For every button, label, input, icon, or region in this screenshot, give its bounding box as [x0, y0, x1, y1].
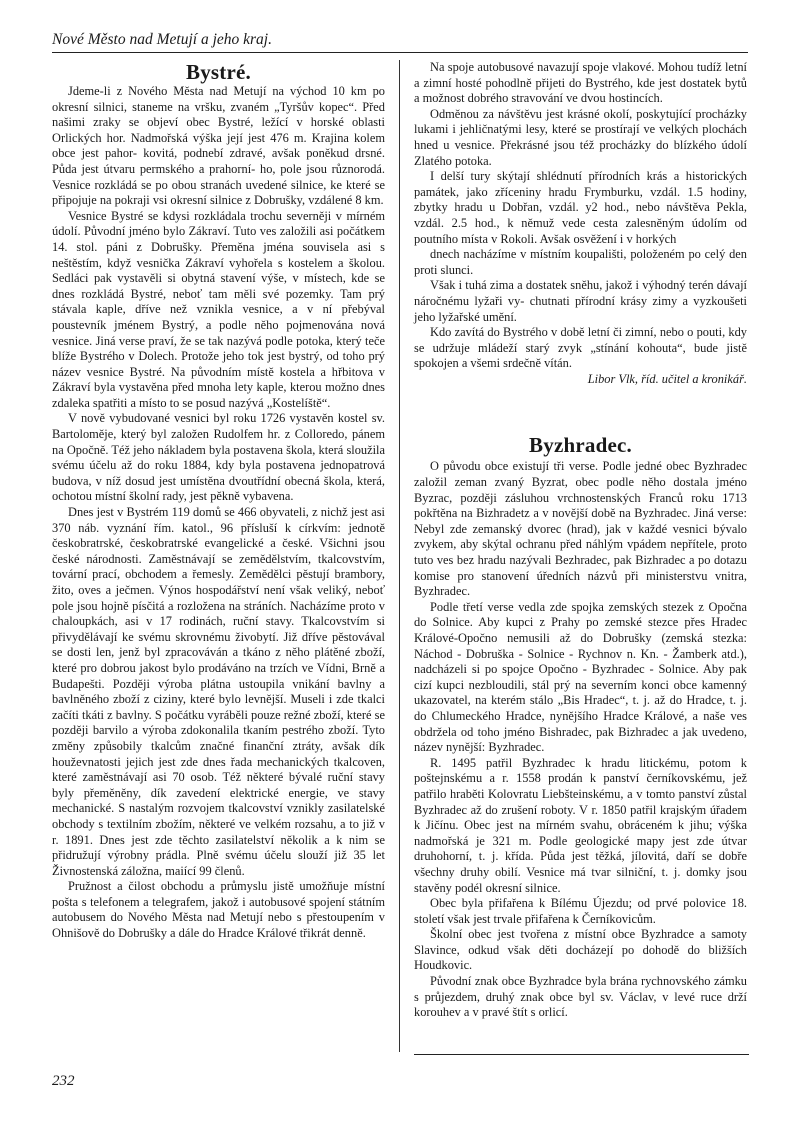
bystre-paragraph-1: Jdeme-li z Nového Města nad Metují na východ 10 km po okresní silnici, staneme na vršku, zvaném „Tyršův kopec“. Před našimi zraky se objeví obec Bystré, ležící v horské oblasti Orlických hor. Nadmořská výška její jest 476 m. Krajina kolem obce jest pahor- kovitá, podnebí zdravé, avšak poněkud drsné. Půda jest útvaru permského a prahorní- ho, pole jsou různorodá. Vesnice rozkládá se po obou stranách uvedené silnice, ke které se připojuje na pokraji vsi okresní silnice z Dobrušky, vzdálené 8 km.: [52, 84, 385, 208]
section-title-bystre: Bystré.: [186, 60, 251, 84]
bystre-paragraph-6: Na spoje autobusové navazují spoje vlakové. Mohou tudíž letní a zimní hosté pohodlně přijeti do Bystrého, kde jest dostatek bytů a možnost dobrého stravování ve dvou hostincích.: [414, 60, 747, 106]
bystre-paragraph-2: Vesnice Bystré se kdysi rozkládala trochu severněji v mírném údolí. Původní jméno bylo Zákraví. Tuto ves založili asi počátkem 14. stol. páni z Dobrušky. Přeměna jména souvisela asi s neštěstím, když vesnička Zákraví vyhořela s kostelem a školou. Sedláci pak vystavěli si obytná stavení výše, v místech, kde se dnes rozkládá Bystré, neboť tam měli své pozemky. Tam prý stávala kaple, dříve než vznikla vesnice, a v ní přebýval poustevník jménem Bystrý, a podle něho pojmenována nová vesnice. Jiná verse praví, že se tak nazývá podle potoka, který teče blíže Bystrého v Dolech. Protože jeho tok jest bystrý, od toho prý název vesnice Bystré. Na původním místě kostela a hřbitova v Zákraví byla vystavěna před mnoha lety kaple, kterou možno dnes zdaleka spatřiti a místo to se posud nazývá „Kostelíště“.: [52, 208, 385, 410]
bystre-paragraph-8: I delší tury skýtají shlédnutí přírodních krás a historických památek, jako zříceniny hradu Frymburku, vzdál. 1.5 hodiny, zbytky hradu u Dobřan, vzdál. y2 hod., nebo návštěva Pekla, vzdál. 2.5 hod., k němuž vede cesta zalesněným údolím od poutního místa v Rokoli. Avšak osvěžení i v horkých: [414, 169, 747, 246]
byzhradec-paragraph-5: Školní obec jest tvořena z místní obce Byzhradce a samoty Slavince, odkud však děti docházejí po dohodě do bližších Houdkovic.: [414, 927, 747, 973]
byzhradec-paragraph-2: Podle třetí verse vedla zde spojka zemských stezek z Opočna do Solnice. Aby kupci z Prahy po zemské stezce přes Hradec Králové-Opočno nemusili až do Dobrušky (zemská stezka: Náchod - Dobruška - Solnice - Rychnov n. Kn. - Žamberk atd.), nadcházeli si po spojce Opočno - Byzhradec - Solnice. Aby pak cizí kupci nezbloudili, stál prý na severním konci obce kamenný ukazovatel, na kterém stálo „Bis Hradec“, t. j. až do Hradce, t. j. do Chlumeckého Hradce, nynějšího Hradce Králové, a naše ves obdržela od toho jméno Bishradec, pak Bizhradec a jak uvedeno, název nynější: Byzhradec.: [414, 599, 747, 755]
bystre-paragraph-3: V nově vybudované vesnici byl roku 1726 vystavěn kostel sv. Bartoloměje, který byl založen Rudolfem hr. z Colloredo, pánem na Opočně. Též jeho nákladem byla postavena škola, která sloužila svému účelu až do roku 1884, kdy byla postavena jednopatrová budova, v níž dosud jest umístěna dvoutřídní obecná škola, která, ochotou místní školní rady, jest pěkně vybavena.: [52, 411, 385, 504]
bystre-paragraph-4: Dnes jest v Bystrém 119 domů se 466 obyvateli, z nichž jest asi 370 náb. vyznání řím. katol., 96 přísluší k církvím: jednotě českobratrské, českobratrské evangelické a české. Všichni jsou české národnosti. Zaměstnávají se zemědělstvím, tkalcovstvím, tovární prací, obchodem a řemesly. Zemědělci pěstují brambory, žito, oves a ječmen. Výnos hospodářství není však veliký, neboť pole jsou hojně písčitá a rozložena na stráních. Nacházíme proto v chaloupkách, asi v 17 rodinách, ruční stavy. Tkalcovstvím si přivydělávají ke svému skrovnému živobytí. Již dříve pěstovával se dosti len, jenž byl zpracováván a tkáno z něho plátěné zboží, které pro dobrou jakost bylo prodáváno na trzích ve Vídni, Brně a Budapešti. Později výroba plátna ustoupila vnikání bavlny a bavlněného zboží z ciziny, které bylo levnější. Museli i zde tkalci začíti tkáti z bavlny. S počátku vyráběli pouze režné zboží, které se později barvilo a výroba zdokonalila tkaním pestrého zboží. Tyto změny způsobily tkalcům značné finanční ztráty, avšak dík houževnatosti jejich jest zde dnes řada mechanických tkalcoven, které zaměstnávají asi 70 osob. Též některé bývalé ruční stavy byly přeměněny, dík zavedení elektrické energie, ve stavy mechanické. S nastalým rozvojem tkalcovství vznikly zasilatelské obchody s textilním zbožím, některé ve velkém rozsahu, a to již v r. 1891. Dnes jest zde těchto zasilatelství několik a k nim se přidružují výrobny prádla. Plně svému účelu slouží již 35 let Živnostenská záložna, maiící 99 členů.: [52, 505, 385, 878]
left-column: [52, 60, 385, 942]
byzhradec-paragraph-4: Obec byla přifařena k Bílému Újezdu; od prvé polovice 18. století však jest trvale přifařena k Černíkovicům.: [414, 896, 747, 926]
page-number: 232: [52, 1073, 75, 1089]
running-header: Nové Město nad Metují a jeho kraj.: [52, 31, 272, 48]
right-column: [414, 60, 747, 1021]
section-title-byzhradec: Byzhradec.: [529, 433, 632, 458]
bystre-paragraph-10: Však i tuhá zima a dostatek sněhu, jakož i výhodný terén dávají náročnému lyžaři vy- chutnati přírodní krásy zimy a vyzkoušeti jeho lyžařské umění.: [414, 278, 747, 324]
byzhradec-paragraph-6: Původní znak obce Byzhradce byla brána rychnovského zámku s průjezdem, druhý znak obce byl sv. Václav, v levé ruce drží korouhev a v pravé štít s orlicí.: [414, 974, 747, 1020]
header-rule: [52, 52, 748, 53]
column-divider: [399, 60, 400, 1052]
bottom-rule: [414, 1054, 749, 1055]
byzhradec-paragraph-3: R. 1495 patřil Byzhradec k hradu litickému, potom k poštejnskému a r. 1558 prodán k panství černíkovskému, jež patřilo hraběti Kolovratu Liebšteinskému, a v tomto panství zůstal Byzhradec až do zrušení roboty. V r. 1850 patřil krajským úřadem k Jičínu. Obec jest na mírném svahu, obráceném k jihu; výška nadmořská je 321 m. Podle geologické mapy jest zde útvar druhohorní, t. j. křída. Půda jest těžká, jílovitá, daří se dobře všechny druhy obilí. Vesnice má tvar silniční, t. j. domky jsou stavěny podél okresní silnice.: [414, 755, 747, 895]
bystre-paragraph-7: Odměnou za návštěvu jest krásné okolí, poskytující procházky lukami i jehličnatými lesy, které se prostírají ve velkých plochách hned u vesnice. Překrásné jsou též procházky do blízkého údolí Zlatého potoka.: [414, 106, 747, 168]
bystre-paragraph-11: Kdo zavítá do Bystrého v době letní či zimní, nebo o pouti, kdy se udržuje mládeží starý zvyk „stínání kohouta“, bude jistě spokojen a všemi srdečně vítán.: [414, 325, 747, 371]
bystre-paragraph-9: dnech nacházíme v místním koupališti, položeném po celý den proti slunci.: [414, 247, 747, 277]
author-signature: Libor Vlk, říd. učitel a kronikář.: [587, 371, 747, 386]
byzhradec-paragraph-1: O původu obce existují tři verse. Podle jedné obec Byzhradec založil zeman zvaný Byzrat, obec podle něho dostala jméno Byzrac, později zásluhou vrchnostenských Franců roku 1713 pokřtěna na Bizhradetz a v novější době na Byzhradec. Jiná verse: Nebyl zde zemanský dvorec (hrad), jak v každé vesnici bývalo zvykem, aby skýtal ochranu před náhlým vpádem nepřítele, proto tuto ves bez hradu nazývali Bezhradec, pak Bizhradec a po dotazu komise pro stanovení úředních názvů při ministerstvu vnitra, Byzhradec.: [414, 459, 747, 599]
bystre-paragraph-5: Pružnost a čilost obchodu a průmyslu jistě umožňuje místní pošta s telefonem a telegrafem, jakož i autobusové spojení státním autobusem do Nového Města nad Metují nebo s přestoupením v Ohnišově do Dobrušky a dále do Hradce Králové třikrát denně.: [52, 879, 385, 941]
